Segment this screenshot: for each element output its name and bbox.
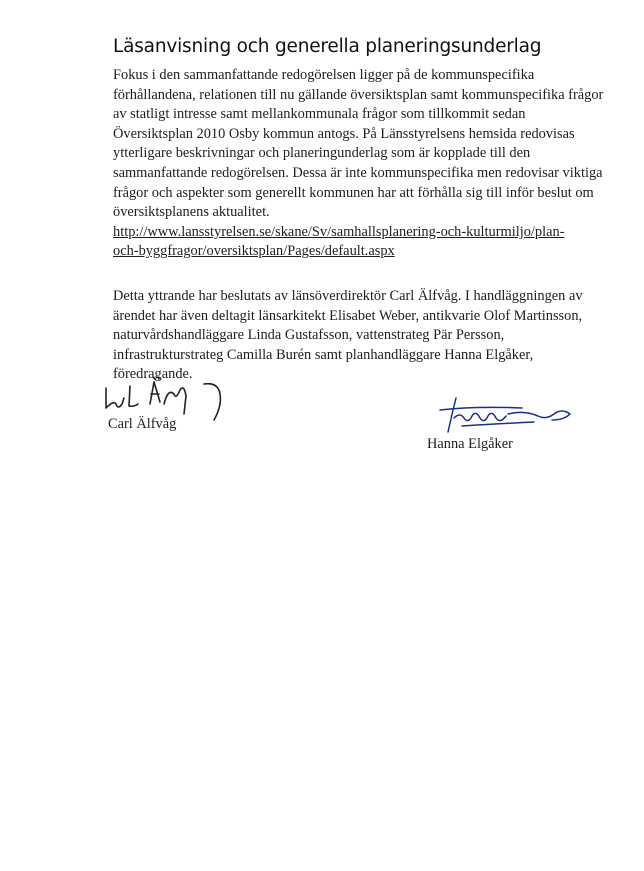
document-heading: Läsanvisning och generella planeringsunderlag [113,36,542,57]
carl-signature-name: Carl Älfvåg [108,416,177,432]
text-line: naturvårdshandläggare Linda Gustafsson, vattenstrateg Pär Persson, [113,327,505,344]
text-line: översiktsplanens aktualitet. [113,204,270,221]
hanna-signature-image [434,394,578,438]
link-line: och-byggfragor/oversiktsplan/Pages/default.aspx [113,243,395,260]
text-line: av statligt intresse samt mellankommunala frågor som tillkommit sedan [113,106,526,123]
text-line: Översiktsplan 2010 Osby kommun antogs. På Länsstyrelsens hemsida redovisas [113,125,575,142]
text-line: sammanfattande redogörelsen. Dessa är inte kommunspecifika men redovisar viktiga [113,164,603,181]
text-line: Detta yttrande har beslutats av länsöverdirektör Carl Älfvåg. I handläggningen av [113,288,583,304]
text-line: frågor och aspekter som generellt kommunen har att förhålla sig till inför beslut om [113,184,594,201]
lansstyrelsen-link[interactable] [113,223,613,262]
text-line: Fokus i den sammanfattande redogörelsen ligger på de kommunspecifika [113,67,535,83]
text-line: ärendet har även deltagit länsarkitekt Elisabet Weber, antikvarie Olof Martinsson, [113,307,583,324]
link-line: http://www.lansstyrelsen.se/skane/Sv/samhallsplanering-och-kulturmiljo/plan- [113,223,565,240]
text-line: föredragande. [113,366,193,383]
text-line: infrastrukturstrateg Camilla Burén samt planhandläggare Hanna Elgåker, [113,346,534,363]
text-line: ytterligare beskrivningar och planeringunderlag som är kopplade till den [113,145,531,162]
intro-paragraph [113,66,613,262]
text-line: förhållandena, relationen till nu gällande översiktsplan samt kommunspecifika frågor [113,86,604,103]
hanna-signature-name: Hanna Elgåker [427,436,513,452]
decision-paragraph [113,287,613,385]
